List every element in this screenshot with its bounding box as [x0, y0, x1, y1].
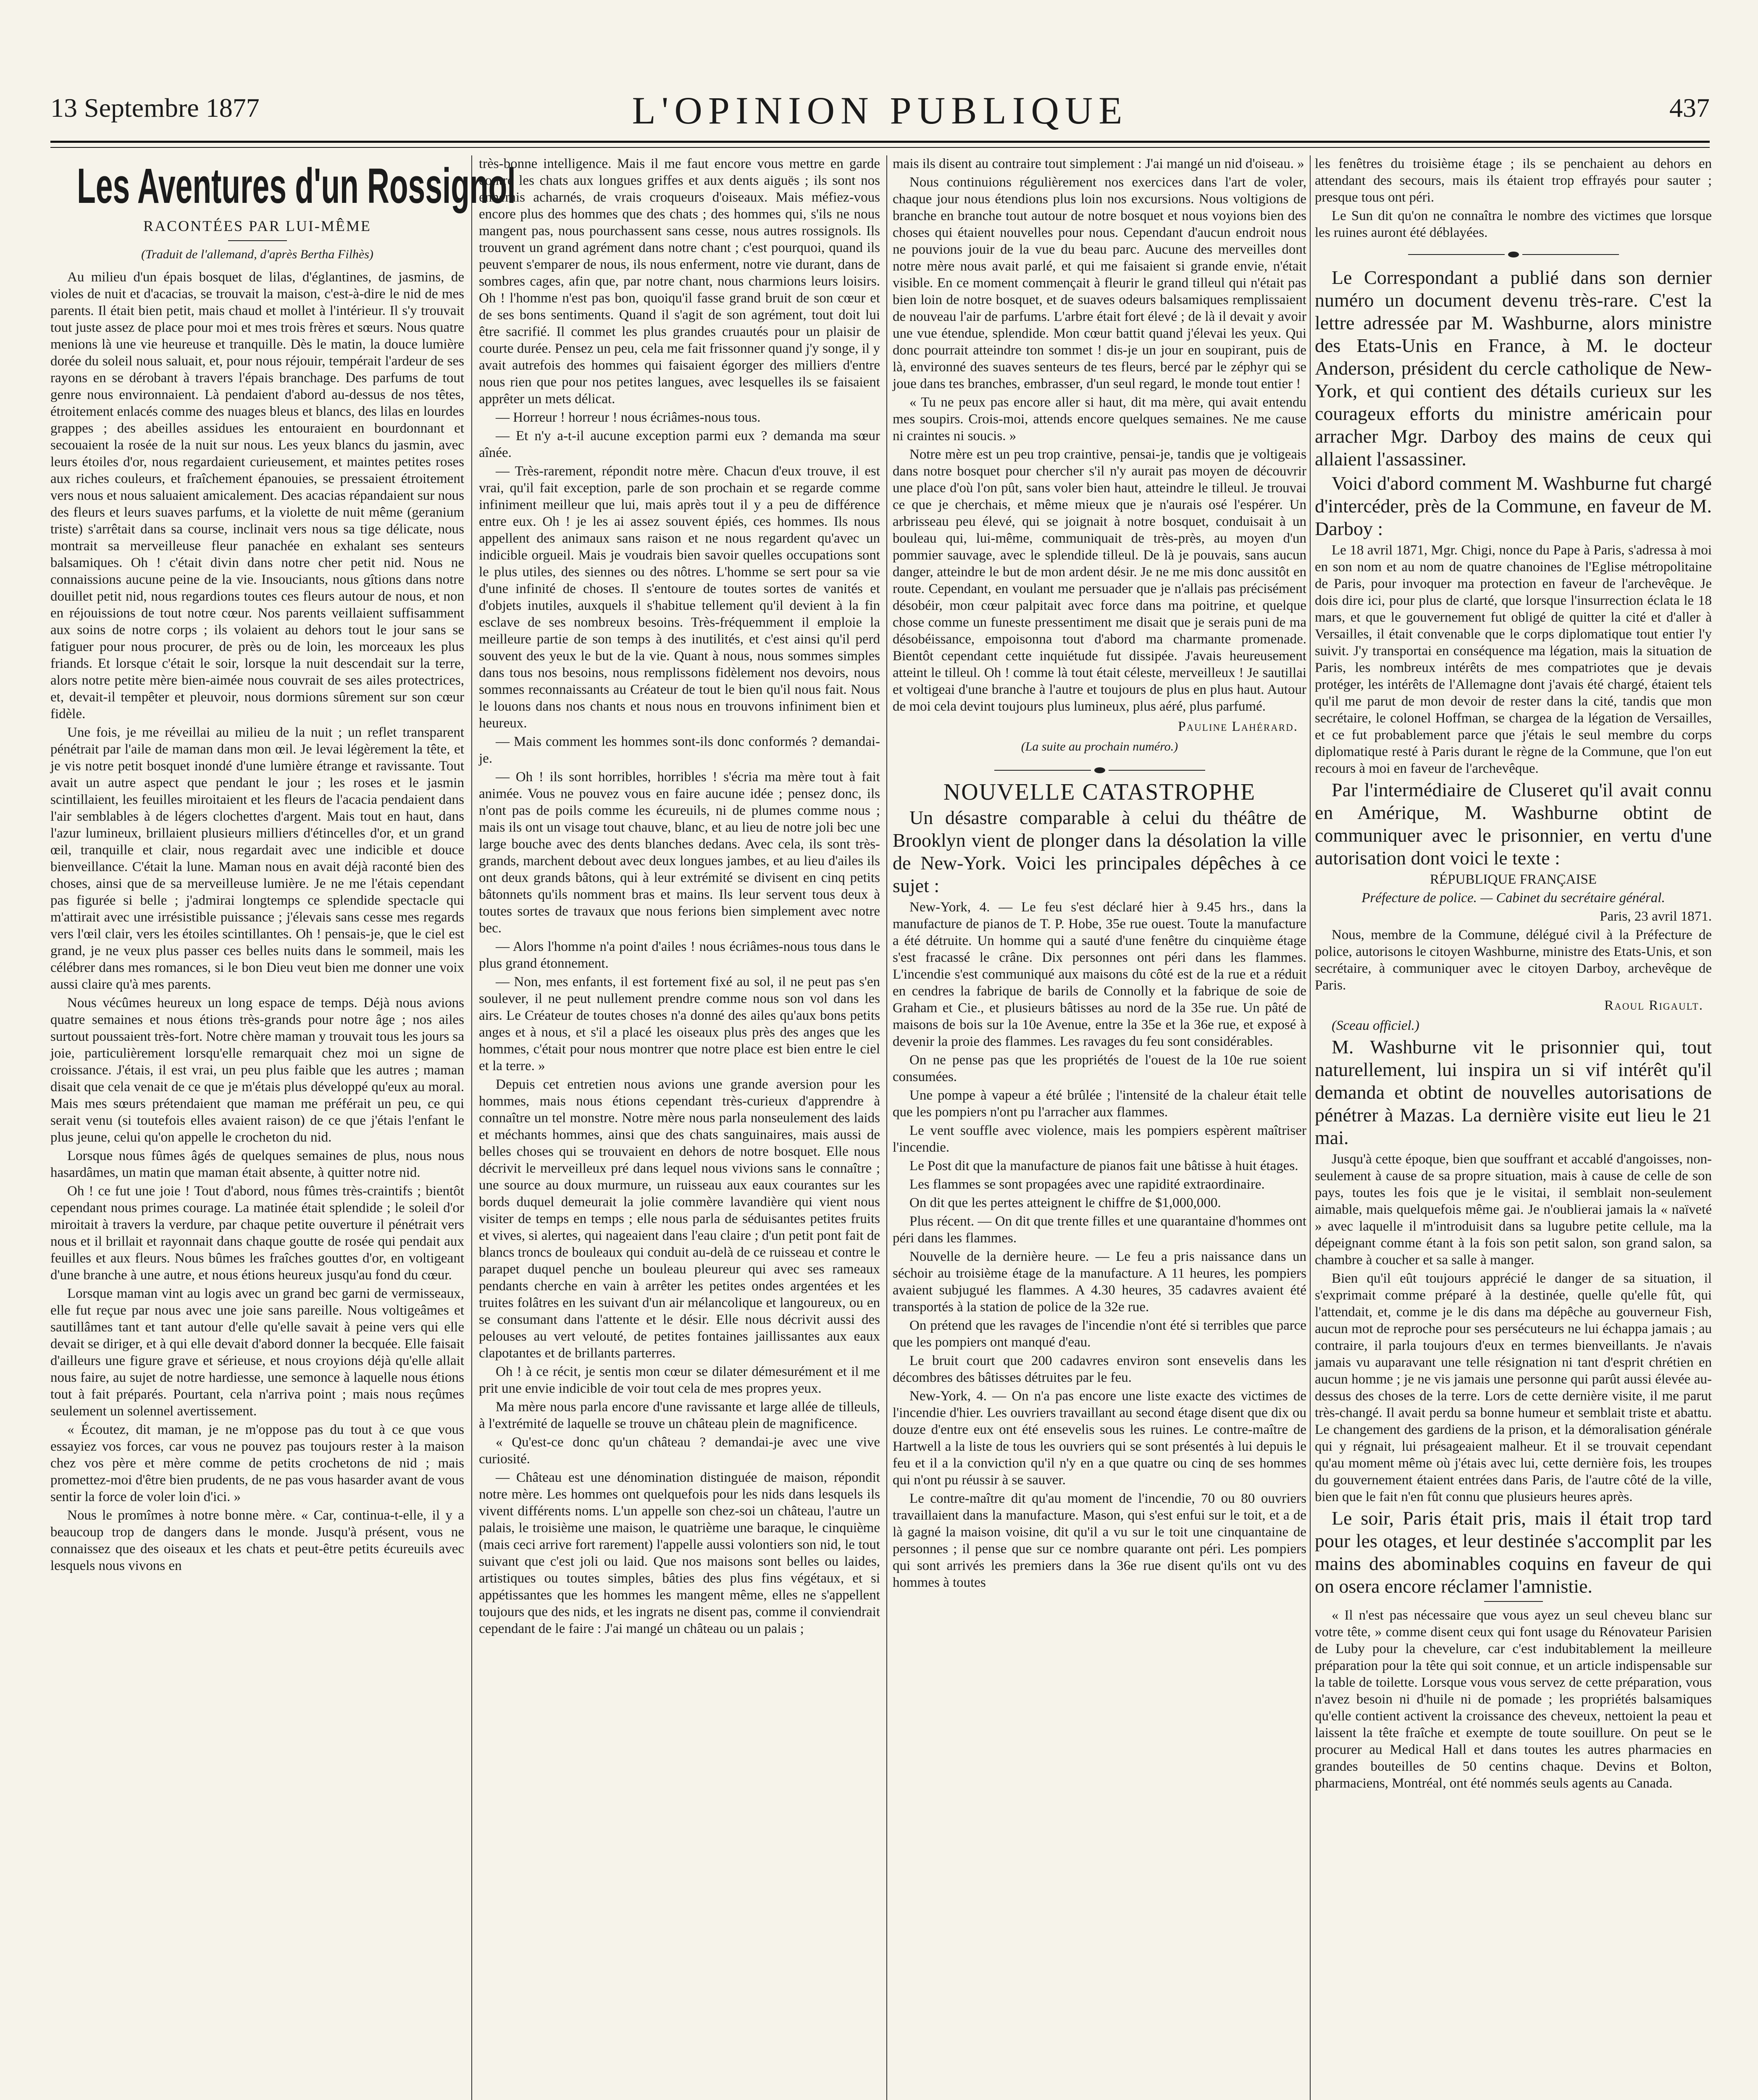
date-line: Paris, 23 avril 1871.: [1600, 909, 1712, 924]
seal-note: (Sceau officiel.): [1332, 1018, 1419, 1033]
paragraph: Depuis cet entretien nous avions une grande aversion pour les hommes, mais nous étions cependant très-curieux d'apprendre à connaître un tel monstre. Notre mère nous parla nonseulement des laids et méchants hommes, ainsi que des chats sanguinaires, mais aussi de belles choses qui se trouvaient en dehors de notre bosquet. Elle nous décrivit le merveilleux pré dans lequel nous vivions sans le connaître ; une source au doux murmure, un ruisseau aux eaux courantes sur les bords duquel demeurait la jolie commère lavandière qui vient nous visiter de temps en temps ; elle nous parla de séduisantes petites fruits et vives, si alertes, qui nageaient dans l'eau claire ; d'un petit pont fait de blancs troncs de bouleaux qui conduit au-delà de ce ruisseau et contre le parapet duquel penche un bouleau pleureur qui avec ses rameaux pendants cherche en vain à arrêter les petites ondes argentées et les truites folâtres en les suivant d'un air mélancolique et langoureux, ou en se consumant dans l'attente et le désir. Elle nous décrivit aussi des pelouses au vert velouté, de petites fontaines jaillissantes aux eaux clapotantes et de brillants parterres.: [479, 1077, 880, 1361]
column-rule: [471, 155, 472, 2100]
paragraph: Notre mère est un peu trop craintive, pensai-je, tandis que je voltigeais dans notre bosquet pour chercher s'il n'y aurait pas moyen de découvrir une place d'où l'on pût, sans voler bien haut, atteindre le tilleul. Je trouvai ce que je cherchais, et même mieux que je n'aurais osé l'espérer. Un arbrisseau peu élevé, qui se joignait à notre bosquet, conduisait à un bouleau qui, lui-même, communiquait de très-près, au moyen d'un pommier sauvage, avec le splendide tilleul. De là je pouvais, sans aucun danger, atteindre le but de mon ardent désir. Je ne me mis donc aussitôt en route. Cependant, en voulant me persuader que je n'allais pas précisément désobéir, mon cœur palpitait avec force dans ma poitrine, et quelque chose comme un funeste pressentiment me disait que je serais puni de ma désobéissance, empoisonna tout d'abord ma charmante promenade. Bientôt cependant cette inquiétude fut dissipée. J'avais heureusement atteint le tilleul. Oh ! comme là tout était céleste, merveilleux ! Je sautillai et voltigeai d'une branche à l'autre et toujours de plus en plus haut. Autour de moi cela devint toujours plus lumineux, plus aéré, plus parfumé.: [893, 447, 1306, 714]
paragraph: Jusqu'à cette époque, bien que souffrant et accablé d'angoisses, non-seulement à cause de sa propre situation, mais à cause de celle de son pays, toutes les fois que je le visitai, il semblait non-seulement aimable, mais quelquefois même gai. Je n'oublierai jamais la « naïveté » avec laquelle il m'introduisit dans sa lugubre petite cellule, ma la dépeignant comme étant à la fois son petit salon, son grand salon, sa chambre à coucher et sa salle à manger.: [1315, 1152, 1712, 1268]
column-rule: [886, 155, 887, 2100]
lead-paragraph: Un désastre comparable à celui du théâtre de Brooklyn vient de plonger dans la désolation la ville de New-York. Voici les principales dépêches à ce sujet :: [893, 807, 1306, 896]
header-rule-thin: [50, 147, 1710, 148]
dispatch: On prétend que les ravages de l'incendie n'ont été si terribles que parce que les pompiers ont manqué d'eau.: [893, 1318, 1306, 1350]
dispatch: New-York, 4. — On n'a pas encore une liste exacte des victimes de l'incendie d'hier. Les ouvriers travaillant au second étage disent que dix ou douze d'entre eux ont été ensevelis sous les ruines. Le contre-maître de Hartwell a la liste de tous les ouvriers qui se sont présentés à lui depuis le feu et il a la conviction qu'il n'y en a que quatre ou cinq de ses hommes qui n'ont pu réussir à se sauver.: [893, 1389, 1306, 1488]
paragraph: — Et n'y a-t-il aucune exception parmi eux ? demanda ma sœur aînée.: [479, 428, 880, 460]
paragraph: « Écoutez, dit maman, je ne m'oppose pas du tout à ce que vous essayiez vos forces, car vous ne pouvez pas toujours rester à la maison chez vos père et mère comme de petits crochetons de nid ; mais promettez-moi d'être bien prudents, de ne pas vous hasarder avant de vous sentir la force de voler loin d'ici. »: [50, 1422, 464, 1504]
paragraph: « Qu'est-ce donc qu'un château ? demandai-je avec une vive curiosité.: [479, 1435, 880, 1467]
paragraph: les fenêtres du troisième étage ; ils se penchaient au dehors en attendant des secours, mais ils étaient trop effrayés pour sauter ; presque tous ont péri.: [1315, 156, 1712, 205]
paragraph: Au milieu d'un épais bosquet de lilas, d'églantines, de jasmins, de violes de nuit et d'acacias, se trouvait la maison, c'est-à-dire le nid de mes parents. Il était bien petit, mais chaud et mollet à l'intérieur. Il s'y trouvait tout juste assez de place pour moi et mes trois frères et sœurs. Nous quatre menions là une vie heureuse et tranquille. Dès le matin, la douce lumière dorée du soleil nous saluait, et, pour nous réjouir, tempérait l'ardeur de ses rayons en se dérobant à travers l'épais branchage. Des parfums de tout genre nous environnaient. Là pendaient d'abord au-dessus de nos têtes, étroitement enlacés comme des nuages bleus et blancs, des lilas en lourdes grappes ; des abeilles assidues les entouraient en bourdonnant et secouaient la rosée de la nuit sur nous. Les yeux blancs du jasmin, avec leurs étoiles d'or, nous regardaient curieusement, et maintes petites roses aux riches couleurs, et fraîchement épanouies, se pressaient étroitement vers nous et nous saluaient amicalement. Des acacias répandaient sur nous des fleurs et leurs suaves parfums, et la violette de nuit même (geranium triste) s'arrêtait dans sa course, inclinait vers nous sa tige délicate, nous montrait sa merveilleuse fleur panachée en exhalant ses senteurs balsamiques. Oh ! c'était divin dans notre cher petit nid. Nous ne connaissions aucune peine de la vie. Insouciants, nous gîtions dans notre douillet petit nid, nous regardions toutes ces fleurs autour de nous, et non en réjouissions de tout notre cœur. Nos parents veillaient suffisamment aux soins de notre corps ; ils volaient au dehors tout le jour sans se fatiguer pour nous procurer, de près ou de loin, les morceaux les plus friands. Et lorsque c'était le soir, lorsque la nuit descendait sur la terre, alors notre petite mère bien-aimée nous couvrait de ses ailes protectrices, et, devait-il tempêter et pleuvoir, nous dormions sûrement sur son cœur fidèle.: [50, 270, 464, 722]
republique-heading: RÉPUBLIQUE FRANÇAISE: [1430, 872, 1597, 887]
dispatch: Les flammes se sont propagées avec une rapidité extraordinaire.: [909, 1177, 1265, 1192]
paragraph: — Alors l'homme n'a point d'ailes ! nous écriâmes-nous tous dans le plus grand étonnement.: [479, 939, 880, 971]
author-signature: Pauline Lahérard.: [1178, 719, 1298, 734]
section-title: NOUVELLE CATASTROPHE: [943, 779, 1256, 805]
column-4: [1315, 155, 1712, 2100]
dispatch: Une pompe à vapeur a été brûlée ; l'intensité de la chaleur était telle que les pompiers n'ont pu l'arracher aux flammes.: [893, 1088, 1306, 1120]
translation-credit: (Traduit de l'allemand, d'après Bertha Filhès): [141, 247, 373, 261]
lead-paragraph: Le Correspondant a publié dans son dernier numéro un document devenu très-rare. C'est la lettre adressée par M. Washburne, alors ministre des Etats-Unis en France, à M. le docteur Anderson, président du cercle catholique de New-York, et qui contient des détails curieux sur les courageux efforts du ministre américain pour arracher Mgr. Darboy des mains de ceux qui allaient l'assassiner.: [1315, 267, 1712, 470]
paragraph: — Oh ! ils sont horribles, horribles ! s'écria ma mère tout à fait animée. Vous ne pouvez vous en faire aucune idée ; pensez donc, ils n'ont pas de poils comme les écureuils, ni de plumes comme nous ; mais ils ont un visage tout chauve, blanc, et au lieu de notre joli bec une large bouche avec des dents blanches dedans. Avec cela, ils sont très-grands, marchent debout avec deux longues jambes, et au lieu d'ailes ils ont deux grands bâtons, qui à leur extrémité se divisent en cinq petits bâtonnets qu'ils nomment bras et mains. Ils leur servent tous deux à toutes sortes de travaux que nous ferions bien simplement avec notre bec.: [479, 769, 880, 936]
paragraph: — Non, mes enfants, il est fortement fixé au sol, il ne peut pas s'en soulever, il ne peut nullement prendre comme nous son vol dans les airs. Le Créateur de toutes choses n'a donné des ailes qu'aux bons petits anges et à nous, et s'il a placé les oiseaux plus près des anges que les hommes, c'était pour nous montrer que notre place est bien entre le ciel et la terre. »: [479, 974, 880, 1074]
paragraph: Oh ! ce fut une joie ! Tout d'abord, nous fûmes très-craintifs ; bientôt cependant nous primes courage. La matinée était splendide ; le soleil d'or miroitait à travers la verdure, par chaque petite ouverture il pénétrait vers nous et il brillait et rayonnait dans chaque goutte de rosée qui pendait aux feuilles et aux fleurs. Nous bûmes les fraîches gouttes d'or, en voltigeant d'une branche à une autre, et nous étions heureux jusqu'au fond du cœur.: [50, 1184, 464, 1283]
story-subtitle: RACONTÉES PAR LUI-MÊME: [143, 218, 371, 234]
column-2: [479, 155, 880, 2100]
issue-date: 13 Septembre 1877: [50, 93, 260, 123]
dispatch: On dit que les pertes atteignent le chiffre de $1,000,000.: [909, 1195, 1221, 1210]
header-rule: [50, 141, 1710, 143]
page-number: 437: [1669, 93, 1710, 123]
story-title: Les Aventures d'un Rossignol: [77, 158, 516, 214]
paragraph: Le soir, Paris était pris, mais il était trop tard pour les otages, et leur destinée s'accomplit par les mains des abominables coquins en faveur de qui on osera encore réclamer l'amnistie.: [1315, 1507, 1712, 1597]
prefecture-line: Préfecture de police. — Cabinet du secrétaire général.: [1361, 890, 1665, 906]
paragraph: Par l'intermédiaire de Cluseret qu'il avait connu en Amérique, M. Washburne obtint de communiquer avec le prisonnier, en vertu d'une autorisation dont voici le texte :: [1315, 779, 1712, 869]
page-header: [50, 88, 1710, 134]
dispatch: Plus récent. — On dit que trente filles et une quarantaine d'hommes ont péri dans les flammes.: [893, 1214, 1306, 1246]
letter-excerpt: Le 18 avril 1871, Mgr. Chigi, nonce du Pape à Paris, s'adressa à moi en son nom et au nom de quatre chanoines de l'Eglise métropolitaine de Paris, pour invoquer ma protection en faveur de l'archevêque. Je dois dire ici, pour plus de clarté, que lorsque l'insurrection éclata le 18 mars, et que le gouvernement fut obligé de quitter la cité et d'aller à Versailles, il était convenable que le corps diplomatique tout entier l'y suivit. J'y transportai en conséquence ma légation, mais la situation de Paris, les nombreux intérêts de mes compatriotes que je devais protéger, les intérêts de l'Allemagne dont j'avais été chargé, étaient tels qu'il me parut de mon devoir de rester dans la cité, tandis que mon secrétaire, le colonel Hoffman, se chargea de la légation de Versailles, et ce fut probablement parce que j'étais le seul membre du corps diplomatique resté à Paris durant le règne de la Commune, que l'on eut recours à moi en faveur de l'archevêque.: [1315, 543, 1712, 776]
authorization-text: Nous, membre de la Commune, délégué civil à la Préfecture de police, autorisons le citoyen Washburne, ministre des Etats-Unis, et son secrétaire, à communiquer avec le citoyen Darboy, archevêque de Paris.: [1315, 927, 1712, 993]
paragraph: Lorsque nous fûmes âgés de quelques semaines de plus, nous nous hasardâmes, un matin que maman était absente, à quitter notre nid.: [50, 1148, 464, 1180]
lead-paragraph: Voici d'abord comment M. Washburne fut chargé d'intercéder, près de la Commune, en faveur de M. Darboy :: [1315, 472, 1712, 539]
column-rule: [1310, 155, 1311, 2100]
paragraph: « Tu ne peux pas encore aller si haut, dit ma mère, qui avait entendu mes soupirs. Crois-moi, attends encore quelques semaines. Ne me cause ni craintes ni soucis. »: [893, 395, 1306, 444]
masthead: L'OPINION PUBLIQUE: [632, 89, 1128, 132]
dispatch: New-York, 4. — Le feu s'est déclaré hier à 9.45 hrs., dans la manufacture de pianos de T. P. Hobe, 35e rue ouest. Toute la manufacture a été détruite. Un homme qui a sauté d'une fenêtre du cinquième étage s'est fracassé le crâne. Dix personnes ont péri dans les flammes. L'incendie s'est communiqué aux maisons du côté est de la rue et a réduit en cendres la fabrique de barils de Connolly et la fabrique de soie de Graham et Cie., et plusieurs bâtisses au nord de la 35e rue. Un pâté de maisons de bois sur la 10e Avenue, entre la 35e et la 36e rue, et exposé à devenir la proie des flammes. Les ravages du feu sont considérables.: [893, 900, 1306, 1049]
paragraph: Nous vécûmes heureux un long espace de temps. Déjà nous avions quatre semaines et nous étions très-grands pour notre âge ; nos ailes surtout poussaient très-fort. Notre chère maman y trouvait tous les jours sa joie, particulièrement lorsqu'elle remarquait chez moi un signe de croissance. J'étais, il est vrai, un peu plus faible que les autres ; maman disait que cela venait de ce que je m'étais plus développé qu'eux au moral. Mais mes sœurs prétendaient que maman me préférait un peu, ce qui serait venu (si toutefois elles avaient raison) de ce que j'étais l'enfant le plus jeune, celui qu'on appelle le crocheton du nid.: [50, 995, 464, 1145]
dispatch: Nouvelle de la dernière heure. — Le feu a pris naissance dans un séchoir au troisième étage de la manufacture. A 11 heures, les pompiers avaient subjugué les flammes. A 4.30 heures, 35 cadavres avaient été transportés à la station de police de la 32e rue.: [893, 1249, 1306, 1315]
paragraph: — Mais comment les hommes sont-ils donc conformés ? demandai-je.: [479, 734, 880, 766]
dispatch: Le Post dit que la manufacture de pianos fait une bâtisse à huit étages.: [909, 1158, 1298, 1173]
paragraph: Ma mère nous parla encore d'une ravissante et large allée de tilleuls, à l'extrémité de laquelle se trouve un château plein de magnificence.: [479, 1399, 880, 1431]
paragraph: Bien qu'il eût toujours apprécié le danger de sa situation, il s'exprimait comme préparé à la destinée, quelle qu'elle fût, qui l'attendait, et, comme je le dis dans ma dépêche au gouverneur Fish, aucun mot de reproche pour ses persécuteurs ne lui échappa jamais ; au contraire, il parla toujours d'eux en termes bienveillants. Je n'avais jamais vu auparavant une telle résignation ni tant d'esprit chrétien en aucun homme ; je ne vis jamais une personne qui parût aussi élevée au-dessus des choses de la terre. Lors de cette dernière visite, il me parut très-changé. Il avait perdu sa bonne humeur et semblait triste et abattu. Le changement des gardiens de la prison, et la démoralisation générale qui y régnait, lui présageaient malheur. Et il se trouvait cependant qu'au moment même où j'étais avec lui, cette dernière fois, les troupes du gouvernement étaient entrées dans Paris, de l'autre côté de la ville, bien que le fait n'en fût connu que plusieurs heures après.: [1315, 1271, 1712, 1504]
advertisement: « Il n'est pas nécessaire que vous ayez un seul cheveu blanc sur votre tête, » comme disent ceux qui font usage du Rénovateur Parisien de Luby pour la chevelure, car c'est indubitablement la meilleure préparation pour la tête qui soit connue, et un article indispensable sur la table de toilette. Lorsque vous vous servez de cette préparation, vous n'avez besoin ni d'huile ni de pomade ; les propriétés balsamiques qu'elle contient activent la croissance des cheveux, nettoient la peau et laissent la tête fraîche et exempte de toute souillure. On peut se le procurer au Medical Hall et dans toutes les autres pharmacies en grandes bouteilles de 50 centins chaque. Devins et Bolton, pharmaciens, Montréal, ont été nommés seuls agents au Canada.: [1315, 1608, 1712, 1791]
paragraph: Oh ! à ce récit, je sentis mon cœur se dilater démesurément et il me prit une envie indicible de voir tout cela de mes propres yeux.: [479, 1364, 880, 1396]
paragraph: — Horreur ! horreur ! nous écriâmes-nous tous.: [496, 410, 761, 425]
dispatch: Le vent souffle avec violence, mais les pompiers espèrent maîtriser l'incendie.: [893, 1123, 1306, 1155]
paragraph: Le Sun dit qu'on ne connaîtra le nombre des victimes que lorsque les ruines auront été déblayées.: [1315, 208, 1712, 240]
column-3: [893, 155, 1306, 2100]
paragraph: — Très-rarement, répondit notre mère. Chacun d'eux trouve, il est vrai, qu'il fait exception, parle de son prochain et se regarde comme infiniment meilleur que lui, mais après tout il y a peu de différence entre eux. Oh ! je les ai assez souvent épiés, ces hommes. Ils nous appellent des animaux sans raison et ne nous regardent qu'avec un indicible orgueil. Mais je voudrais bien savoir quelles occupations sont le plus utiles, des siennes ou des nôtres. L'homme se sert pour sa vie d'une infinité de choses. Il s'entoure de toutes sortes de vanités et d'objets inutiles, auxquels il s'habitue tellement qu'il devient à la fin esclave de ses nombreux besoins. Très-fréquemment il emploie la meilleure partie de son temps à des inutilités, et c'est ainsi qu'il perd souvent des yeux le but de la vie. Quant à nous, nous sommes simples dans tous nos besoins, nous remplissons fidèlement nos devoirs, nous sommes reconnaissants au Créateur de tout le bien qu'il nous fait. Nous le louons dans nos chants et nous nous en trouvons infiniment bien et heureux.: [479, 464, 880, 731]
dispatch: Le bruit court que 200 cadavres environ sont ensevelis dans les décombres des bâtisses détruites par le feu.: [893, 1353, 1306, 1385]
paragraph: — Château est une dénomination distinguée de maison, répondit notre mère. Les hommes ont quelquefois pour les nids dans lesquels ils vivent différents noms. L'un appelle son chez-soi un château, l'autre un palais, le troisième une maison, le quatrième une baraque, le cinquième (mais ceci arrive fort rarement) l'appelle aussi volontiers son nid, le tout suivant que c'est joli ou laid. Que nos maisons sont belles ou laides, artistiques ou toutes simples, bâties des plus fins végétaux, et si appétissantes que les hommes les mangent même, elles ne s'appellent toujours que des nids, et les ingrats ne disent pas, comme il conviendrait cependant de le faire : J'ai mangé un château ou un palais ;: [479, 1470, 880, 1636]
paragraph: Nous continuions régulièrement nos exercices dans l'art de voler, chaque jour nous étendions plus loin nos excursions. Nous voltigions de branche en branche tout autour de notre bosquet et nous voyions bien des choses qui étaient nouvelles pour nous. Cependant d'aucun endroit nous ne pouvions jouir de la vue du beau parc. Aucune des merveilles dont notre mère nous avait parlé, et qui me faisaient si grande envie, n'était visible. En ce moment commençait à fleurir le grand tilleul qui n'était pas bien loin de notre bosquet, et de suaves odeurs balsamiques remplissaient de nouveau l'air de parfums. L'arbre était fort élevé ; de là il devait y avoir une vue étendue, splendide. Mon cœur battit quand j'élevai les yeux. Qui donc pourrait atteindre ton sommet ! dis-je un jour en soupirant, puis de là, environné des suaves senteurs de tes fleurs, bercé par le zéphyr qui se joue dans tes branches, embrasser, d'un seul regard, le monde tout entier !: [893, 175, 1306, 391]
ornamental-divider: [1315, 245, 1712, 262]
authorization-signature: Raoul Rigault.: [1604, 998, 1703, 1013]
paragraph: Une fois, je me réveillai au milieu de la nuit ; un reflet transparent pénétrait par l'aile de maman dans mon œil. Je levai légèrement la tête, et je vis notre petit bosquet inondé d'une lumière étrange et ravissante. Tout avait un autre aspect que pendant le jour ; les roses et le jasmin scintillaient, les feuilles miroitaient et les fleurs de l'acacia pendaient dans l'air semblables à de légers clochettes d'argent. Mais tout en haut, dans l'azur lumineux, brillaient plusieurs milliers d'étincelles d'or, et un grand œil, tranquille et clair, nous regardait avec une indicible et douce bienveillance. C'était la lune. Maman nous en avait déjà raconté bien des choses, ainsi que de sa merveilleuse lumière. Je ne me l'étais cependant pas figurée si belle ; j'admirai longtemps ce splendide spectacle qui m'attirait avec une irrésistible puissance ; j'élevais sans cesse mes regards vers l'œil clair, vers les étoiles scintillantes. Oh ! pensais-je, que le ciel est grand, je ne veux plus passer ces belles nuits dans le sommeil, mais les célébrer dans mes romances, si le bon Dieu veut bien me donner une voix aussi claire qu'à mes parents.: [50, 725, 464, 992]
divider: [1484, 1601, 1543, 1602]
paragraph: Lorsque maman vint au logis avec un grand bec garni de vermisseaux, elle fut reçue par nous avec une joie sans pareille. Nous voltigeâmes et sautillâmes tant et tant autour d'elle qu'elle savait à peine vers qui elle devait se diriger, et à qui elle devait d'abord donner la becquée. Elle faisait d'ailleurs une figure grave et sérieuse, et nous croyions déjà qu'elle allait nous faire, au sujet de notre hardiesse, une semonce à laquelle nous étions tout à fait préparés. Pourtant, cela n'arriva point ; mais nous reçûmes seulement un solennel avertissement.: [50, 1286, 464, 1419]
dispatch: Le contre-maître dit qu'au moment de l'incendie, 70 ou 80 ouvriers travaillaient dans la manufacture. Mason, qui s'est enfui sur le toit, et a de là gagné la maison voisine, dit qu'il a vu sur le toit une cinquantaine de personnes ; il pense que sur ce nombre quarante ont péri. Les pompiers qui sont arrivés les premiers dans la 36e rue disent qu'ils ont vu des hommes à toutes: [893, 1491, 1306, 1590]
paragraph: mais ils disent au contraire tout simplement : J'ai mangé un nid d'oiseau. »: [893, 156, 1304, 171]
ornamental-divider: [893, 761, 1306, 778]
divider: [228, 240, 287, 241]
paragraph: Nous le promîmes à notre bonne mère. « Car, continua-t-elle, il y a beaucoup trop de dangers dans le monde. Jusqu'à présent, vous ne connaissez que des oiseaux et les chats et peut-être petits écureuils avec lesquels nous vivons en: [50, 1508, 464, 1573]
paragraph: très-bonne intelligence. Mais il me faut encore vous mettre en garde contre les chats aux longues griffes et aux dents aiguës ; ils sont nos ennemis acharnés, de vrais croqueurs d'oiseaux. Mais méfiez-vous encore plus des hommes que des chats ; des hommes qui, s'ils ne nous mangent pas, nous pourchassent sans cesse, nous autres rossignols. Ils trouvent un grand agrément dans notre chant ; c'est pourquoi, quand ils peuvent s'emparer de nous, ils nous enferment, notre vie durant, dans de sombres cages, afin que, par notre chant, nous charmions leurs loisirs. Oh ! l'homme n'est pas bon, quoiqu'il fasse grand bruit de son cœur et de ses bons sentiments. Quand il s'agit de son agrément, tout doit lui être sacrifié. Il commet les plus grandes cruautés pour un plaisir de courte durée. Pensez un peu, cela me fait frissonner quand j'y songe, il y avait autrefois des hommes qui faisaient égorger des milliers d'entre nous rien que pour nos petites langues, avec lesquelles ils se faisaient apprêter un mets délicat.: [479, 156, 880, 407]
column-1: [50, 155, 516, 2100]
paragraph: M. Washburne vit le prisonnier qui, tout naturellement, lui inspira un si vif intérêt qu'il demanda et obtint de nouvelles autorisations de pénétrer à Mazas. La dernière visite eut lieu le 21 mai.: [1315, 1036, 1712, 1148]
dispatch: On ne pense pas que les propriétés de l'ouest de la 10e rue soient consumées.: [893, 1053, 1306, 1084]
continuation-note: (La suite au prochain numéro.): [1021, 740, 1178, 753]
